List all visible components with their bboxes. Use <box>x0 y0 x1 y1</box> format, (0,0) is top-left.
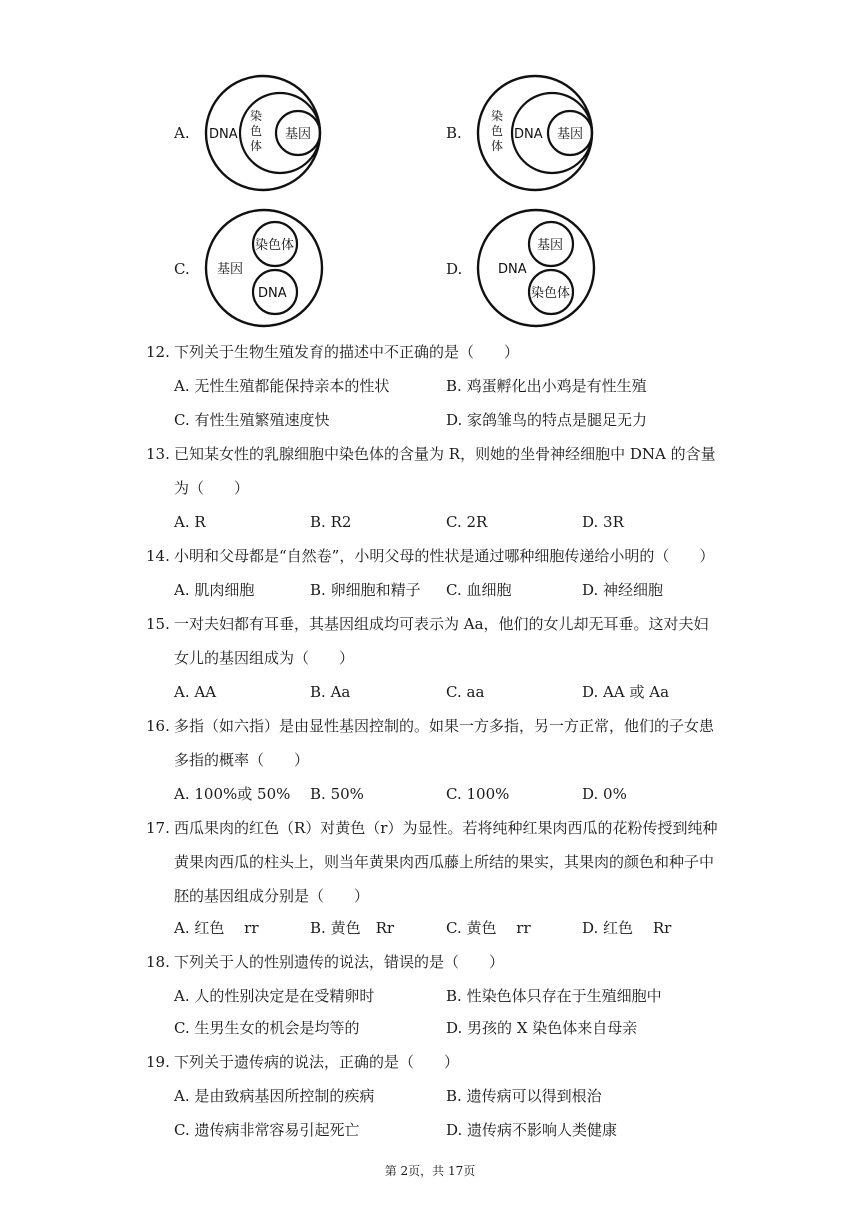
option-13-c[interactable] <box>446 512 487 532</box>
option-letter: B. <box>310 513 326 531</box>
option-text: 肌肉细胞 <box>194 581 255 599</box>
option-text: Aa <box>330 683 351 701</box>
option-text: R <box>194 513 206 531</box>
label-char: 体 <box>250 139 263 153</box>
question-number: 18. <box>146 953 170 971</box>
option-letter: C. <box>446 513 462 531</box>
option-text: 100%或 50% <box>194 785 291 803</box>
option-text: 神经细胞 <box>603 581 664 599</box>
option-18-b[interactable] <box>446 986 662 1006</box>
question-16-stem <box>146 716 714 736</box>
diagram-option-a <box>174 72 474 202</box>
label-char: 色 <box>250 124 263 138</box>
diagram-option-b <box>446 72 746 202</box>
option-12-c[interactable] <box>174 410 330 430</box>
question-number: 16. <box>146 717 170 735</box>
nested-circles-diagram <box>202 72 324 194</box>
option-17-b[interactable] <box>310 918 394 938</box>
option-text: 遗传病可以得到根治 <box>466 1087 602 1105</box>
question-17-stem-cont-1: 黄果肉西瓜的柱头上，则当年黄果肉西瓜藤上所结的果实，其果肉的颜色和种子中 <box>174 853 715 871</box>
option-text: 血细胞 <box>466 581 512 599</box>
option-text: 红色 rr <box>194 919 259 937</box>
outer-label: 基因 <box>217 262 244 277</box>
option-14-d[interactable] <box>582 580 663 600</box>
label-char: 色 <box>491 124 504 138</box>
option-letter: D. <box>446 411 463 429</box>
option-letter: A. <box>174 1087 190 1105</box>
option-14-b[interactable] <box>310 580 421 600</box>
circle-diagram <box>474 206 598 330</box>
option-17-d[interactable] <box>582 918 671 938</box>
option-15-b[interactable] <box>310 682 350 702</box>
question-17-stem <box>146 818 717 838</box>
question-13-stem <box>146 444 716 464</box>
outer-label: DNA <box>498 262 527 277</box>
option-letter: B. <box>446 987 462 1005</box>
option-letter: D. <box>446 1121 463 1139</box>
question-19-stem <box>146 1052 459 1072</box>
option-letter: D. <box>582 683 599 701</box>
option-letter: A. <box>174 987 190 1005</box>
label-char: 染 <box>250 109 263 123</box>
option-letter: A. <box>174 785 190 803</box>
option-12-b[interactable] <box>446 376 647 396</box>
option-12-a[interactable] <box>174 376 389 396</box>
option-text: AA <box>194 683 217 701</box>
option-letter: C. <box>174 411 190 429</box>
option-letter: B. <box>310 581 326 599</box>
option-letter: B. <box>446 124 462 142</box>
question-text: 下列关于遗传病的说法，正确的是（ ） <box>174 1053 460 1071</box>
option-letter: D. <box>446 1019 463 1037</box>
option-letter: A. <box>174 513 190 531</box>
option-letter: C. <box>174 260 190 278</box>
option-14-a[interactable] <box>174 580 254 600</box>
option-text: 100% <box>466 785 510 803</box>
option-14-c[interactable] <box>446 580 512 600</box>
question-number: 12. <box>146 343 170 361</box>
question-text: 多指（如六指）是由显性基因控制的。如果一方多指，另一方正常，他们的子女患 <box>174 717 715 735</box>
option-text: 遗传病非常容易引起死亡 <box>194 1121 360 1139</box>
question-number: 19. <box>146 1053 170 1071</box>
option-letter: B. <box>446 1087 462 1105</box>
option-letter: D. <box>582 785 599 803</box>
bottom-circle-label: 染色体 <box>531 286 571 301</box>
option-13-a[interactable] <box>174 512 206 532</box>
option-text: R2 <box>330 513 352 531</box>
option-15-a[interactable] <box>174 682 216 702</box>
option-16-d[interactable] <box>582 784 627 804</box>
option-17-c[interactable] <box>446 918 531 938</box>
option-letter: A. <box>174 683 190 701</box>
option-letter: C. <box>174 1019 190 1037</box>
option-13-b[interactable] <box>310 512 351 532</box>
option-letter: D. <box>582 513 599 531</box>
inner-label: 基因 <box>557 127 584 142</box>
top-circle-label: 基因 <box>537 238 564 253</box>
option-letter: B. <box>446 377 462 395</box>
option-letter: C. <box>446 683 462 701</box>
option-letter: A. <box>174 377 190 395</box>
option-text: 性染色体只存在于生殖细胞中 <box>466 987 662 1005</box>
option-letter: C. <box>446 785 462 803</box>
question-13-stem-cont: 为（ ） <box>174 479 250 497</box>
option-16-b[interactable] <box>310 784 364 804</box>
question-text: 下列关于人的性别遗传的说法，错误的是（ ） <box>174 953 505 971</box>
option-text: 无性生殖都能保持亲本的性状 <box>194 377 390 395</box>
option-text: 红色 Rr <box>603 919 672 937</box>
question-text: 下列关于生物生殖发育的描述中不正确的是（ ） <box>174 343 520 361</box>
option-letter: B. <box>310 919 326 937</box>
option-text: aa <box>466 683 485 701</box>
option-letter: B. <box>310 683 326 701</box>
option-text: 人的性别决定是在受精卵时 <box>194 987 375 1005</box>
option-text: 黄色 rr <box>466 919 531 937</box>
question-number: 13. <box>146 445 170 463</box>
option-18-d[interactable] <box>446 1018 637 1038</box>
option-text: AA 或 Aa <box>603 683 670 701</box>
option-letter: C. <box>174 1121 190 1139</box>
option-letter: A. <box>174 124 190 142</box>
option-19-c[interactable] <box>174 1120 360 1140</box>
option-letter: D. <box>446 260 463 278</box>
top-circle-label: 染色体 <box>255 238 295 253</box>
option-text: 50% <box>330 785 364 803</box>
option-text: 遗传病不影响人类健康 <box>467 1121 618 1139</box>
question-15-stem-cont: 女儿的基因组成为（ ） <box>174 649 355 667</box>
option-15-c[interactable] <box>446 682 484 702</box>
middle-label: DNA <box>514 127 543 142</box>
question-text: 一对夫妇都有耳垂，其基因组成均可表示为 Aa，他们的女儿却无耳垂。这对夫妇 <box>174 615 709 633</box>
question-17-stem-cont-2: 胚的基因组成分别是（ ） <box>174 887 370 905</box>
outer-label: DNA <box>209 127 238 142</box>
question-18-stem <box>146 952 504 972</box>
bottom-circle-label: DNA <box>258 286 287 301</box>
option-12-d[interactable] <box>446 410 647 430</box>
option-16-a[interactable] <box>174 784 290 804</box>
option-letter: B. <box>310 785 326 803</box>
option-text: 家鸽雏鸟的特点是腿足无力 <box>467 411 648 429</box>
question-text: 已知某女性的乳腺细胞中染色体的含量为 R，则她的坐骨神经细胞中 DNA 的含量 <box>174 445 716 463</box>
option-letter: A. <box>174 919 190 937</box>
question-12-stem <box>146 342 519 362</box>
option-text: 卵细胞和精子 <box>330 581 421 599</box>
option-13-d[interactable] <box>582 512 624 532</box>
option-letter: C. <box>446 919 462 937</box>
option-18-a[interactable] <box>174 986 374 1006</box>
option-text: 鸡蛋孵化出小鸡是有性生殖 <box>466 377 647 395</box>
middle-label-vertical <box>250 108 262 153</box>
diagram-option-c <box>174 206 474 336</box>
option-letter: D. <box>582 919 599 937</box>
inner-label: 基因 <box>285 127 312 142</box>
option-18-c[interactable] <box>174 1018 360 1038</box>
option-text: 3R <box>603 513 624 531</box>
nested-circles-diagram <box>474 72 596 194</box>
option-letter: A. <box>174 581 190 599</box>
option-text: 男孩的 X 染色体来自母亲 <box>467 1019 638 1037</box>
option-15-d[interactable] <box>582 682 669 702</box>
circle-diagram <box>202 206 326 330</box>
question-16-stem-cont: 多指的概率（ ） <box>174 751 310 769</box>
question-text: 小明和父母都是“自然卷”，小明父母的性状是通过哪种细胞传递给小明的（ ） <box>174 547 715 565</box>
option-text: 有性生殖繁殖速度快 <box>194 411 330 429</box>
question-number: 17. <box>146 819 170 837</box>
label-char: 体 <box>491 139 504 153</box>
option-text: 黄色 Rr <box>330 919 395 937</box>
question-number: 15. <box>146 615 170 633</box>
option-17-a[interactable] <box>174 918 259 938</box>
option-19-a[interactable] <box>174 1086 374 1106</box>
option-text: 生男生女的机会是均等的 <box>194 1019 360 1037</box>
label-char: 染 <box>491 109 504 123</box>
option-19-d[interactable] <box>446 1120 617 1140</box>
page-footer: 第 2页，共 17页 <box>384 1164 476 1178</box>
option-letter: D. <box>582 581 599 599</box>
diagram-option-d <box>446 206 746 336</box>
question-15-stem <box>146 614 709 634</box>
question-number: 14. <box>146 547 170 565</box>
outer-label-vertical <box>491 108 503 153</box>
option-letter: C. <box>446 581 462 599</box>
option-text: 2R <box>466 513 488 531</box>
option-16-c[interactable] <box>446 784 509 804</box>
option-19-b[interactable] <box>446 1086 602 1106</box>
question-14-stem <box>146 546 714 566</box>
option-text: 0% <box>603 785 627 803</box>
question-text: 西瓜果肉的红色（R）对黄色（r）为显性。若将纯种红果肉西瓜的花粉传授到纯种 <box>174 819 718 837</box>
option-text: 是由致病基因所控制的疾病 <box>194 1087 375 1105</box>
